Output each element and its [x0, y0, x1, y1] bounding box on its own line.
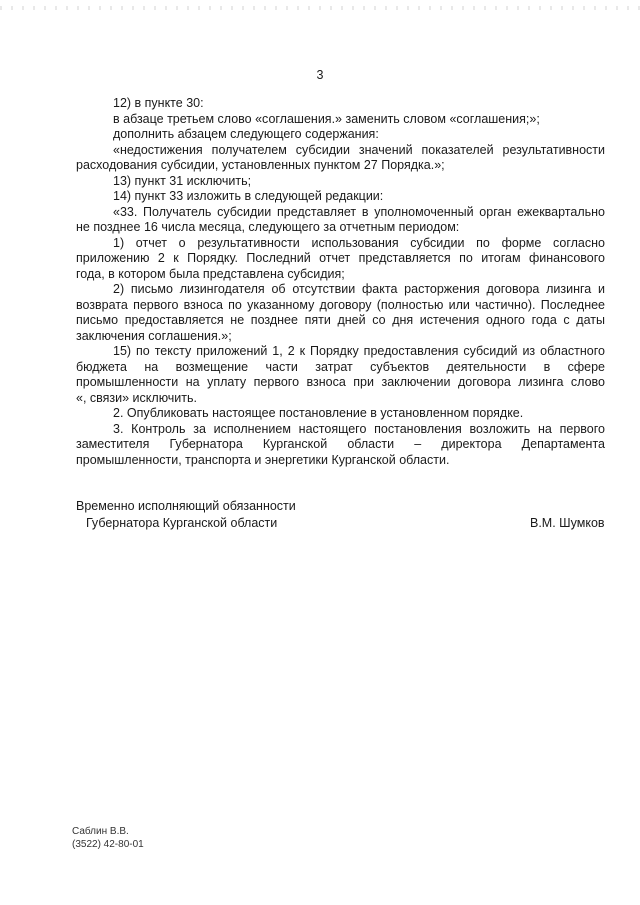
signatory-name: В.М. Шумков [530, 516, 605, 530]
body-line: 12) в пункте 30: [113, 96, 204, 110]
body-line: дополнить абзацем следующего содержания: [113, 127, 379, 141]
body-line: 3. Контроль за исполнением настоящего постановления возложить на первого [113, 421, 605, 436]
body-line: письмо предоставляется не позднее пяти дней со дня истечения одного года с даты [76, 313, 605, 327]
body-line: бюджета на возмещение части затрат субъектов деятельности в сфере [76, 359, 605, 374]
body-line: 15) по тексту приложений 1, 2 к Порядку предоставления субсидий из областного [113, 344, 605, 358]
signature-title-line-2: Губернатора Курганской области [86, 516, 278, 530]
scan-artifact-strip [0, 6, 640, 10]
signature-title [76, 498, 296, 532]
body-line: промышленности на уплату первого взноса при заключении договора лизинга слово [76, 375, 605, 389]
document-body [76, 96, 605, 468]
body-line: года, в котором была представлена субсидия; [76, 266, 345, 281]
body-line: 1) отчет о результативности использования субсидии по форме согласно [113, 235, 605, 250]
page-number: 3 [316, 68, 324, 82]
signature-title-line-1: Временно исполняющий обязанности [76, 499, 296, 513]
body-line: «33. Получатель субсидии представляет в уполномоченный орган ежеквартально [113, 204, 605, 219]
body-line: заместителя Губернатора Курганской области – директора Департамента [76, 437, 605, 451]
executor-name: Саблин В.В. [72, 826, 129, 837]
body-line: «, связи» исключить. [76, 390, 197, 405]
body-line: в абзаце третьем слово «соглашения.» заменить словом «соглашения;»; [113, 111, 540, 126]
body-line: 14) пункт 33 изложить в следующей редакции: [113, 189, 384, 203]
body-line: приложению 2 к Порядку. Последний отчет представляется по итогам финансового [76, 251, 605, 265]
body-line: возврата первого взноса по указанному договору (полностью или частично). Последнее [76, 297, 605, 312]
body-line: заключения соглашения.»; [76, 328, 232, 343]
executor-phone: (3522) 42-80-01 [72, 839, 144, 850]
body-line: 13) пункт 31 исключить; [113, 173, 252, 188]
body-line: 2) письмо лизингодателя об отсутствии факта расторжения договора лизинга и [113, 282, 605, 296]
executor-contact [72, 825, 144, 851]
body-line: не позднее 16 числа месяца, следующего за отчетным периодом: [76, 220, 460, 234]
body-line: «недостижения получателем субсидии значений показателей результативности [113, 142, 605, 157]
body-line: промышленности, транспорта и энергетики Курганской области. [76, 452, 450, 467]
body-line: расходования субсидии, установленных пунктом 27 Порядка.»; [76, 158, 445, 172]
body-line: 2. Опубликовать настоящее постановление в установленном порядке. [113, 406, 524, 420]
